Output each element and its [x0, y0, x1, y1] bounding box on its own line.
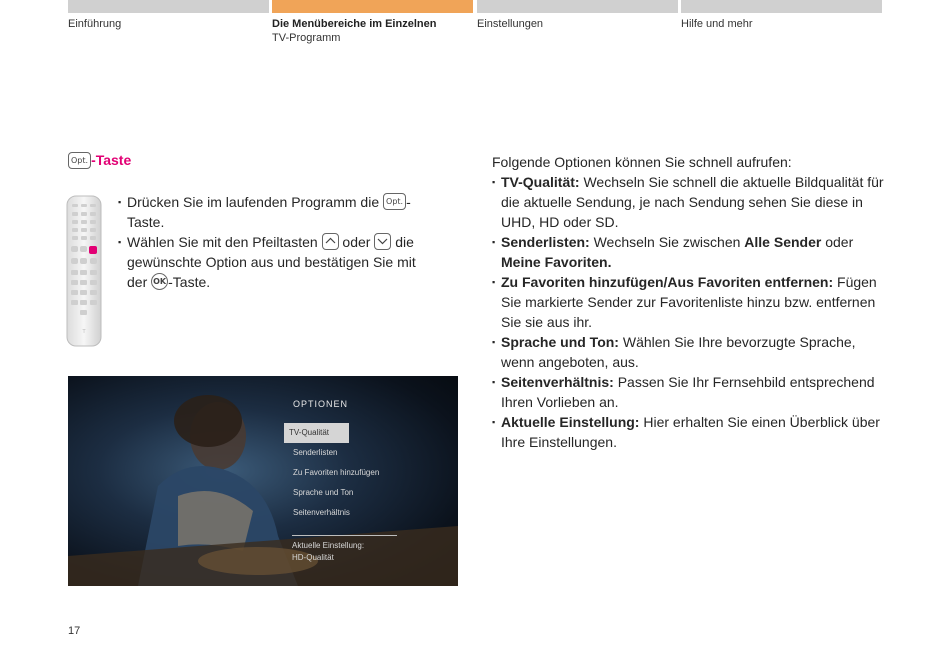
nav-tab-hilfe[interactable]: [681, 0, 882, 31]
option-title: TV-Qualität:: [501, 174, 580, 190]
tv-menu-heading: OPTIONEN: [293, 399, 349, 409]
remote-control-illustration: [66, 195, 102, 347]
nav-tab-bar-active: [272, 0, 473, 13]
tv-menu-item-selected[interactable]: TV-Qualität: [284, 423, 349, 443]
nav-tab-bar: [68, 0, 269, 13]
option-senderlisten: [492, 232, 892, 272]
tv-options-menu: [289, 394, 404, 564]
option-title: Sprache und Ton:: [501, 334, 619, 350]
opt-key-icon: Opt.: [383, 193, 406, 210]
instruction-steps: [118, 192, 436, 292]
option-title: Seitenverhältnis:: [501, 374, 614, 390]
option-text: Hier erhalten Sie einen Überblick über Ihre Einstellungen.: [501, 414, 880, 450]
ok-key-icon: OK: [151, 273, 168, 290]
chevron-down-icon: [374, 233, 391, 250]
nav-tab-sublabel: TV-Programm: [272, 32, 341, 44]
nav-tab-label: Hilfe und mehr: [681, 18, 753, 30]
nav-tab-einfuehrung[interactable]: [68, 0, 269, 31]
step-2-suffix: -Taste.: [168, 274, 211, 290]
option-text: Wechseln Sie schnell die aktuelle Bildqualität für die aktuelle Sendung, je nach Sendung sehen Sie diese in UHD, HD oder SD.: [501, 174, 884, 230]
step-1: [118, 192, 436, 232]
options-description: [492, 152, 892, 452]
option-text: oder: [821, 234, 854, 250]
option-text: Wechseln Sie zwischen: [589, 234, 745, 250]
options-intro: Folgende Optionen können Sie schnell aufrufen:: [492, 154, 792, 170]
tv-current-setting-label: Aktuelle Einstellung:: [292, 541, 365, 550]
step-2-text: Wählen Sie mit den Pfeiltasten: [127, 234, 322, 250]
step-2: [118, 232, 436, 292]
tv-menu-item[interactable]: Zu Favoriten hinzufügen: [293, 468, 380, 477]
option-text: Passen Sie Ihr Fernsehbild entsprechend Ihren Vorlieben an.: [501, 374, 875, 410]
nav-tab-bar: [477, 0, 678, 13]
chapter-navigation: [68, 0, 882, 50]
step-2-continuation: die gewünschte Option aus und bestätigen Sie mit der: [127, 234, 416, 290]
section-title: [68, 152, 131, 170]
step-1-suffix: -Taste.: [127, 194, 411, 230]
option-sprache-ton: [492, 332, 892, 372]
option-text: Fügen Sie markierte Sender zur Favoritenliste hinzu bzw. entfernen Sie sie aus ihr.: [501, 274, 877, 330]
option-seitenverhaeltnis: [492, 372, 892, 412]
tv-menu-item[interactable]: Sprache und Ton: [293, 488, 354, 497]
option-title: Aktuelle Einstellung:: [501, 414, 640, 430]
nav-tab-label: Einführung: [68, 18, 122, 30]
options-list: [492, 172, 892, 452]
option-tv-qualitaet: [492, 172, 892, 232]
chevron-up-icon: [322, 233, 339, 250]
tv-menu-divider: [292, 535, 397, 536]
option-title: Senderlisten:: [501, 234, 590, 250]
option-text: Wählen Sie Ihre bevorzugte Sprache, wenn angeboten, aus.: [501, 334, 856, 370]
option-emphasis: Meine Favoriten.: [501, 254, 612, 270]
nav-tab-menuebereiche[interactable]: [272, 0, 473, 45]
nav-tab-bar: [681, 0, 882, 13]
svg-text:T: T: [82, 329, 86, 335]
step-2-or: oder: [338, 234, 375, 250]
option-title: Zu Favoriten hinzufügen/Aus Favoriten entfernen:: [501, 274, 834, 290]
step-1-text: Drücken Sie im laufenden Programm die: [127, 194, 384, 210]
tv-menu-item[interactable]: Seitenverhältnis: [293, 508, 350, 517]
option-emphasis: Alle Sender: [744, 234, 822, 250]
remote-opt-key-highlight: [89, 246, 97, 254]
section-title-text: -Taste: [91, 152, 132, 168]
option-favoriten: [492, 272, 892, 332]
option-aktuelle-einstellung: [492, 412, 892, 452]
nav-tab-label: Die Menübereiche im Einzelnen: [272, 18, 437, 30]
nav-tab-label: Einstellungen: [477, 18, 544, 30]
nav-tab-einstellungen[interactable]: [477, 0, 678, 31]
tv-menu-item[interactable]: Senderlisten: [293, 448, 338, 457]
opt-key-icon: Opt.: [68, 152, 91, 169]
tv-options-screenshot: [68, 376, 458, 586]
page-number: 17: [68, 625, 81, 637]
tv-current-setting-value: HD-Qualität: [292, 553, 334, 562]
